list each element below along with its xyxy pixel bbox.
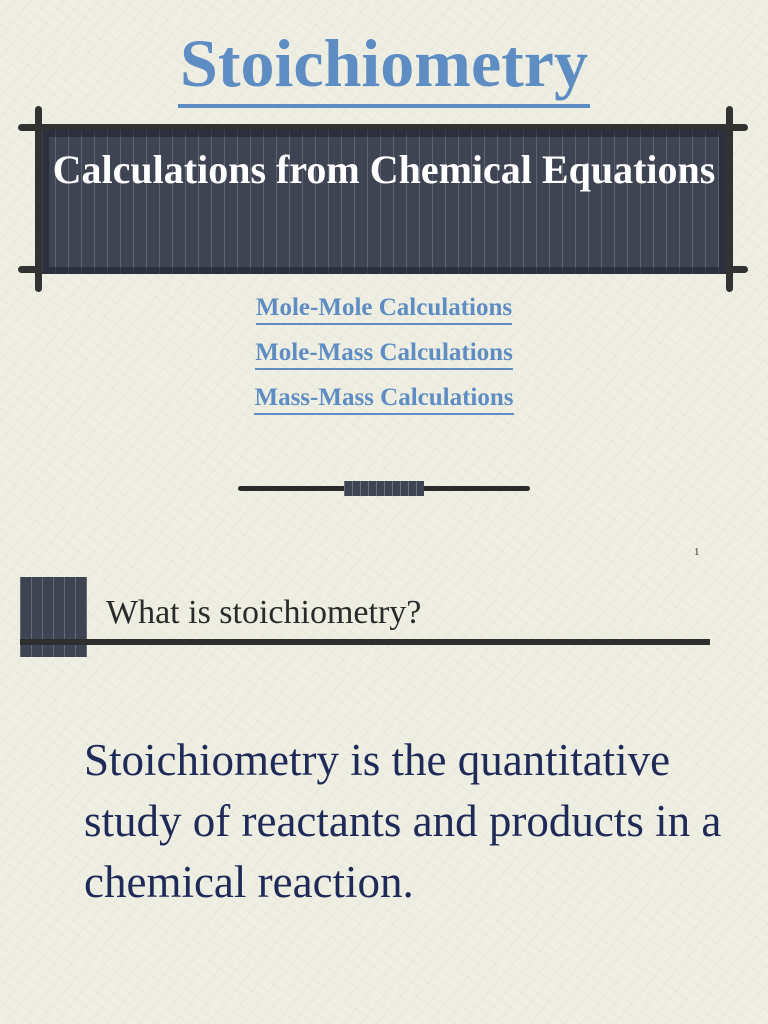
definition-text: Stoichiometry is the quantitative study of reactants and products in a chemical reaction. xyxy=(84,735,722,907)
link-mole-mole-calculations[interactable]: Mole-Mole Calculations xyxy=(256,292,512,325)
decorative-side-block xyxy=(20,577,87,657)
slide2-heading: What is stoichiometry? xyxy=(106,594,422,631)
decorative-divider-block xyxy=(344,481,424,496)
topic-links xyxy=(0,292,768,427)
banner-frame-left-bar xyxy=(35,106,42,292)
page-number: 1 xyxy=(694,546,700,558)
slide-title xyxy=(0,22,768,108)
heading-rule xyxy=(20,639,710,645)
banner-frame-right-bar xyxy=(726,106,733,292)
banner-subtitle: Calculations from Chemical Equations xyxy=(52,147,716,192)
link-mass-mass-calculations[interactable]: Mass-Mass Calculations xyxy=(254,382,513,415)
link-mole-mass-calculations[interactable]: Mole-Mass Calculations xyxy=(255,337,513,370)
slide-title-text: Stoichiometry xyxy=(178,22,590,108)
